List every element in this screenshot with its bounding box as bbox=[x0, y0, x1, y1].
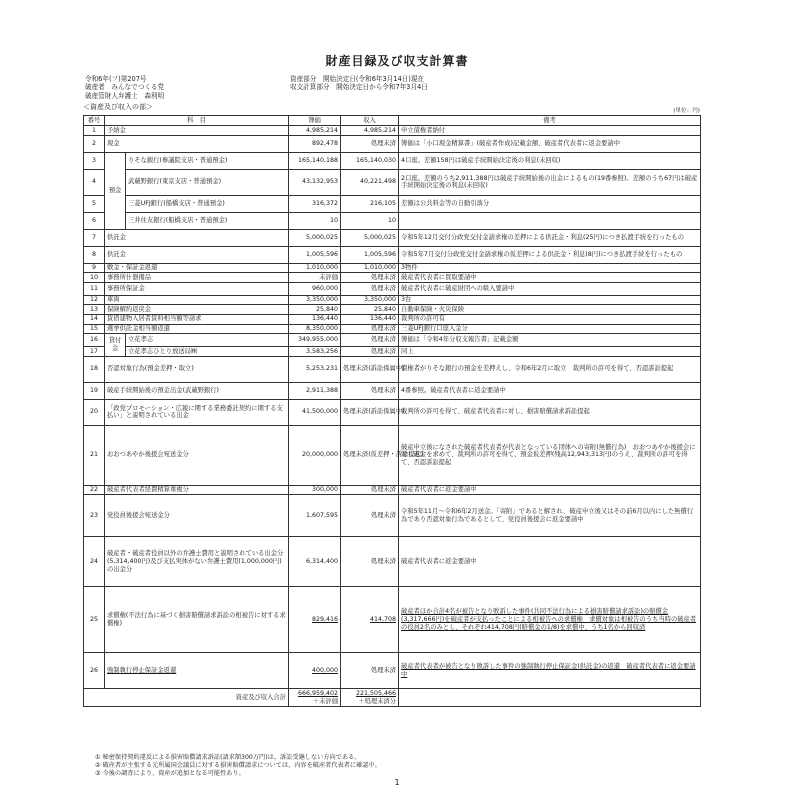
row-remarks: 3台 bbox=[399, 295, 701, 305]
row-item: 求償権(不法行為に基づく損害賠償請求訴訟の相被告に対する求償権) bbox=[105, 587, 289, 653]
bankrupt-name: 破産者 みんなでつくる党 bbox=[85, 83, 165, 92]
row-no: 20 bbox=[84, 399, 105, 425]
row-remarks: 令和5年7月交付分政党交付金請求権の仮差押による供託金・利息(8円)につき払渡手続を行ったもの bbox=[399, 246, 701, 263]
row-item: 「政党プロモーション・広報に関する業務委託契約に関する支払い」と説明されている出金 bbox=[105, 399, 289, 425]
row-no: 8 bbox=[84, 246, 105, 263]
row-item: 選挙供託金相当額返還 bbox=[105, 324, 289, 334]
row-remarks: 差額は公共料金等の自動引落分 bbox=[399, 195, 701, 212]
footnote: ② 破産者が主張する元所属国会議員に対する損害賠償請求については、内容を破産者代表者に確認中。 bbox=[95, 761, 381, 769]
row-book: 10 bbox=[289, 212, 341, 229]
table-row bbox=[84, 263, 701, 273]
row-remarks: 破産者代表者に買取要請中 bbox=[399, 273, 701, 283]
row-income: 処理未済 bbox=[341, 537, 399, 587]
row-income: 処理未済 bbox=[341, 347, 399, 357]
row-no: 19 bbox=[84, 382, 105, 399]
row-book: 300,000 bbox=[289, 485, 341, 495]
row-remarks: 4口座。差額158円は破産手続開始決定後の利息(未回収) bbox=[399, 152, 701, 169]
table-row bbox=[84, 485, 701, 495]
row-no: 15 bbox=[84, 324, 105, 334]
table-row bbox=[84, 135, 701, 152]
table-row bbox=[84, 324, 701, 334]
row-income: 5,000,025 bbox=[341, 229, 399, 246]
row-remarks: 破産者代表者に破産財団への組入要請中 bbox=[399, 282, 701, 295]
row-income: 処理未済 bbox=[341, 324, 399, 334]
row-book: 5,253,231 bbox=[289, 356, 341, 382]
table-row bbox=[84, 356, 701, 382]
table-header-row bbox=[84, 116, 701, 126]
footnote: ③ 今後の調査により、資産が追加となる可能性あり。 bbox=[95, 769, 245, 777]
case-number: 令和6年(フ)第207号 bbox=[85, 75, 147, 83]
asset-basis-date: 資産部分 開始決定日(令和6年3月14日)現在 bbox=[290, 75, 425, 83]
row-remarks: 破産者代表者が被告となり敗訴した事件の強制執行停止保証金(供託金)の返還 破産者代表者に返金要請中 bbox=[399, 653, 701, 689]
row-item: 破産手続開始後の預金出金(武蔵野銀行) bbox=[105, 382, 289, 399]
total-book-cell bbox=[289, 689, 341, 707]
total-row bbox=[84, 689, 701, 707]
row-income: 処理未済(仮差押・訴訟提起) bbox=[341, 425, 399, 485]
table-row bbox=[84, 382, 701, 399]
row-remarks: 破産申立後になされた破産者代表者が代表となっている団体への寄附(無償行為) おおつあやか後援会に対し返金を求めて、裁判所の許可を得て、預金仮差押(残高12,943,313円)のうえ、裁判所の許可を得て、否認訴訟提起 bbox=[399, 425, 701, 485]
row-item: 党役員後援会宛送金分 bbox=[105, 495, 289, 537]
row-item: 現金 bbox=[105, 135, 289, 152]
row-book: 316,372 bbox=[289, 195, 341, 212]
table-row bbox=[84, 495, 701, 537]
row-income: 165,140,030 bbox=[341, 152, 399, 169]
row-income: 40,221,498 bbox=[341, 169, 399, 195]
row-no: 13 bbox=[84, 305, 105, 315]
total-label: 資産及び収入合計 bbox=[84, 689, 289, 707]
row-remarks: 裁判所の許可有 bbox=[399, 314, 701, 324]
row-no: 4 bbox=[84, 169, 105, 195]
row-no: 9 bbox=[84, 263, 105, 273]
row-no: 6 bbox=[84, 212, 105, 229]
row-no: 10 bbox=[84, 273, 105, 283]
row-category: 預金 bbox=[105, 152, 126, 229]
document-title: 財産目録及び収支計算書 bbox=[325, 54, 469, 68]
row-book: 136,440 bbox=[289, 314, 341, 324]
row-income: 処理未済 bbox=[341, 653, 399, 689]
row-book: 165,140,188 bbox=[289, 152, 341, 169]
row-item: 武蔵野銀行(東京支店・普通預金) bbox=[126, 169, 289, 195]
row-item: 強制執行停止保証金返還 bbox=[105, 653, 289, 689]
trustee-name: 破産管財人弁護士 森利明 bbox=[85, 91, 165, 100]
section-title: ＜資産及び収入の部＞ bbox=[83, 103, 153, 111]
col-header-no: 番号 bbox=[84, 116, 105, 126]
row-no: 21 bbox=[84, 425, 105, 485]
row-item: 立花孝志ひとり放送局㈱ bbox=[126, 347, 289, 357]
table-row bbox=[84, 587, 701, 653]
total-book-note: ＋未評価 bbox=[312, 697, 339, 705]
row-income: 処理未済 bbox=[341, 485, 399, 495]
unit-label: (単位：円) bbox=[673, 108, 700, 114]
row-book: 25,840 bbox=[289, 305, 341, 315]
row-book: 43,132,953 bbox=[289, 169, 341, 195]
table-row bbox=[84, 126, 701, 136]
table-row bbox=[84, 334, 701, 347]
row-remarks: 簿価は「小口現金精算書」(破産者作成)記載金額、破産者代表者に返金要請中 bbox=[399, 135, 701, 152]
row-item: 敷金・保証金返還 bbox=[105, 263, 289, 273]
page-number: 1 bbox=[394, 778, 400, 787]
row-book: 20,000,000 bbox=[289, 425, 341, 485]
row-item: 破産者代表者経費精算重複分 bbox=[105, 485, 289, 495]
row-item: りそな銀行(参議院支店・普通預金) bbox=[126, 152, 289, 169]
income-period: 収支計算部分 開始決定日から令和7年3月4日 bbox=[290, 83, 428, 92]
row-remarks: 令和5年11月～令和6年2月送金。「寄附」であると解され、破産申立後又はその前6月以内にした無償行為であり否認対象行為であるとして、党役員後援会に返金要請中 bbox=[399, 495, 701, 537]
row-book: 1,010,000 bbox=[289, 263, 341, 273]
table-row bbox=[84, 347, 701, 357]
row-remarks: 破産者代表者に返金要請中 bbox=[399, 485, 701, 495]
table-row bbox=[84, 195, 701, 212]
table-row bbox=[84, 229, 701, 246]
row-income: 処理未済 bbox=[341, 135, 399, 152]
row-item: 三井住友銀行(船橋支店・普通預金) bbox=[126, 212, 289, 229]
row-remarks: 簿価は「令和4年分収支報告書」記載金額 bbox=[399, 334, 701, 347]
row-no: 2 bbox=[84, 135, 105, 152]
table-row bbox=[84, 305, 701, 315]
table-row bbox=[84, 246, 701, 263]
row-item: 三菱UFJ銀行(船橋支店・普通預金) bbox=[126, 195, 289, 212]
row-no: 18 bbox=[84, 356, 105, 382]
row-item: 破産者・破産者役員以外の弁護士費用と説明されている出金分(5,314,400円)及び支払実体がない弁護士費用(1,000,000円)の出金分 bbox=[105, 537, 289, 587]
row-remarks: 破産者代表者に返金要請中 bbox=[399, 537, 701, 587]
row-income: 414,708 bbox=[341, 587, 399, 653]
row-book: 892,478 bbox=[289, 135, 341, 152]
row-no: 25 bbox=[84, 587, 105, 653]
table-row bbox=[84, 295, 701, 305]
footnotes bbox=[95, 754, 381, 777]
row-income: 1,010,000 bbox=[341, 263, 399, 273]
row-item: 予納金 bbox=[105, 126, 289, 136]
row-income: 処理未済 bbox=[341, 282, 399, 295]
footnote: ① 秘密保持契約違反による損害賠償請求訴訟(請求額300万円)は、訴訟受継しない方向である。 bbox=[95, 754, 361, 761]
row-remarks: 申立債権者納付 bbox=[399, 126, 701, 136]
row-no: 3 bbox=[84, 152, 105, 169]
total-income: 221,505,466 bbox=[355, 690, 397, 698]
table-row bbox=[84, 273, 701, 283]
total-remarks bbox=[399, 689, 701, 707]
row-income: 136,440 bbox=[341, 314, 399, 324]
row-income: 216,105 bbox=[341, 195, 399, 212]
table-row bbox=[84, 169, 701, 195]
row-book: 1,607,595 bbox=[289, 495, 341, 537]
row-remarks: 4番参照。破産者代表者に返金要請中 bbox=[399, 382, 701, 399]
row-book: 960,000 bbox=[289, 282, 341, 295]
row-no: 23 bbox=[84, 495, 105, 537]
row-item: 立花孝志 bbox=[126, 334, 289, 347]
row-book: 349,955,000 bbox=[289, 334, 341, 347]
col-header-remarks: 備考 bbox=[399, 116, 701, 126]
col-header-item: 科 目 bbox=[105, 116, 289, 126]
row-income: 処理未済(訴訟係属中) bbox=[341, 399, 399, 425]
assets-table bbox=[83, 115, 701, 707]
row-income: 処理未済 bbox=[341, 273, 399, 283]
row-item: 車両 bbox=[105, 295, 289, 305]
row-income: 1,005,596 bbox=[341, 246, 399, 263]
row-income: 処理未済 bbox=[341, 495, 399, 537]
row-income: 処理未済 bbox=[341, 334, 399, 347]
row-no: 11 bbox=[84, 282, 105, 295]
row-income: 4,985,214 bbox=[341, 126, 399, 136]
row-remarks: 債権者がりそな銀行の預金を差押えし、令和6年2月に取立 裁判所の許可を得て、否認訴訟提起 bbox=[399, 356, 701, 382]
case-info bbox=[85, 75, 164, 100]
row-remarks: 破産者ほか合計4名が被告となり敗訴した事件(共同不法行為による損害賠償請求訴訟)の賠償金(3,317,666円)を破産者が支払ったことによる相被告への求償権 求償対象は相被告のうち当時の破産者の役員2名のみとし、それぞれ414,708円(賠償金の1/8)を求償中、うち1名から回収済 bbox=[399, 587, 701, 653]
row-item: 供託金 bbox=[105, 229, 289, 246]
row-book: 41,500,000 bbox=[289, 399, 341, 425]
table-row bbox=[84, 152, 701, 169]
row-no: 5 bbox=[84, 195, 105, 212]
row-income: 処理未済(訴訟係属中) bbox=[341, 356, 399, 382]
row-no: 14 bbox=[84, 314, 105, 324]
row-no: 22 bbox=[84, 485, 105, 495]
row-book: 5,000,025 bbox=[289, 229, 341, 246]
row-book: 400,000 bbox=[289, 653, 341, 689]
row-item: おおつあやか後援会宛送金分 bbox=[105, 425, 289, 485]
table-row bbox=[84, 537, 701, 587]
row-item: 賃借建物入居者賃料相当額等請求 bbox=[105, 314, 289, 324]
total-income-cell bbox=[341, 689, 399, 707]
row-item: 保険解約返戻金 bbox=[105, 305, 289, 315]
row-book: 829,416 bbox=[289, 587, 341, 653]
row-no: 24 bbox=[84, 537, 105, 587]
row-remarks: 2口座。差額のうち2,911,388円は破産手続開始後の出金によるもの(19番参照)。差額のうち67円は破産手続開始決定後の利息(未回収) bbox=[399, 169, 701, 195]
table-row bbox=[84, 653, 701, 689]
row-remarks: 裁判所の許可を得て、破産者代表者に対し、損害賠償請求訴訟提起 bbox=[399, 399, 701, 425]
total-income-note: ＋処理未済分 bbox=[358, 697, 397, 705]
row-no: 16 bbox=[84, 334, 105, 347]
row-item: 否認対象行為(預金差押・取立) bbox=[105, 356, 289, 382]
table-row bbox=[84, 282, 701, 295]
row-income: 3,350,000 bbox=[341, 295, 399, 305]
table-row bbox=[84, 314, 701, 324]
row-no: 1 bbox=[84, 126, 105, 136]
row-income: 25,840 bbox=[341, 305, 399, 315]
row-remarks: 自動車保険・火災保険 bbox=[399, 305, 701, 315]
period-info bbox=[290, 75, 428, 92]
row-book: 未評価 bbox=[289, 273, 341, 283]
table-row bbox=[84, 399, 701, 425]
row-remarks: 令和5年12月交付分政党交付金請求権の差押による供託金・利息(25円)につき払渡手続を行ったもの bbox=[399, 229, 701, 246]
row-item: 供託金 bbox=[105, 246, 289, 263]
col-header-income: 収入 bbox=[341, 116, 399, 126]
table-row bbox=[84, 425, 701, 485]
row-no: 26 bbox=[84, 653, 105, 689]
row-book: 3,350,000 bbox=[289, 295, 341, 305]
row-book: 8,350,000 bbox=[289, 324, 341, 334]
table-row bbox=[84, 212, 701, 229]
total-book: 666,959,402 bbox=[297, 690, 339, 698]
row-no: 17 bbox=[84, 347, 105, 357]
row-remarks: 三菱UFJ銀行口座入金分 bbox=[399, 324, 701, 334]
col-header-book: 簿価 bbox=[289, 116, 341, 126]
row-category: 貸付金 bbox=[105, 334, 126, 357]
row-remarks: 同上 bbox=[399, 347, 701, 357]
row-no: 7 bbox=[84, 229, 105, 246]
row-book: 4,985,214 bbox=[289, 126, 341, 136]
row-income: 10 bbox=[341, 212, 399, 229]
row-no: 12 bbox=[84, 295, 105, 305]
row-remarks: 3物件 bbox=[399, 263, 701, 273]
row-book: 2,911,388 bbox=[289, 382, 341, 399]
row-remarks bbox=[399, 212, 701, 229]
row-book: 6,314,400 bbox=[289, 537, 341, 587]
row-item: 事務所保証金 bbox=[105, 282, 289, 295]
row-book: 1,005,596 bbox=[289, 246, 341, 263]
row-book: 3,583,256 bbox=[289, 347, 341, 357]
row-income: 処理未済 bbox=[341, 382, 399, 399]
row-item: 事務所什器備品 bbox=[105, 273, 289, 283]
